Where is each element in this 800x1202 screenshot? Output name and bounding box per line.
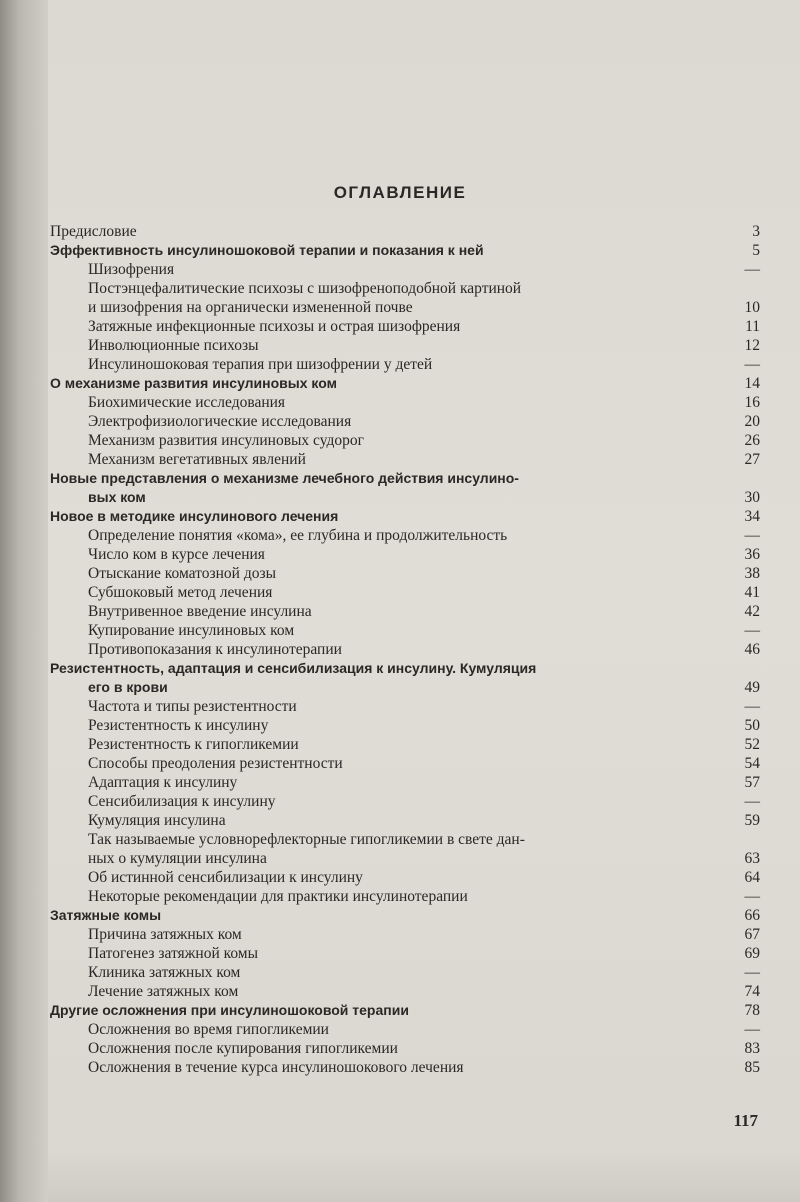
toc-page-number: 41 <box>744 584 760 601</box>
toc-chapter <box>50 222 760 241</box>
toc-subentry <box>50 792 760 811</box>
toc-subentry <box>50 279 760 317</box>
toc-page-number: 16 <box>744 394 760 411</box>
toc-subentry <box>50 1020 760 1039</box>
toc-subentry <box>50 944 760 963</box>
toc-entry-title: Определение понятия «кома», ее глубина и продолжительность <box>88 527 508 544</box>
toc-page-number: 20 <box>744 413 760 430</box>
contents-title: ОГЛАВЛЕНИЕ <box>333 183 467 202</box>
toc-entry-title: Инсулиношоковая терапия при шизофрении у детей <box>88 356 433 373</box>
toc-entry-title: Противопоказания к инсулинотерапии <box>88 641 342 658</box>
toc-subentry <box>50 963 760 982</box>
toc-page-number: 34 <box>744 508 760 525</box>
toc-page-number: 38 <box>744 565 760 582</box>
toc-subentry <box>50 773 760 792</box>
toc-subentry <box>50 868 760 887</box>
toc-entry-title: Резистентность к гипогликемии <box>88 736 299 753</box>
toc-subentry <box>50 355 760 374</box>
toc-page-number: — <box>744 793 760 810</box>
toc-page-number: 59 <box>744 812 760 829</box>
toc-page-number: 49 <box>744 679 760 696</box>
toc-page-number: 85 <box>744 1059 760 1076</box>
toc-entry-title: Кумуляция инсулина <box>88 812 226 829</box>
toc-entry-title-continued: ных о кумуляции инсулина <box>88 850 267 867</box>
toc-entry-title: Резистентность, адаптация и сенсибилизация к инсулину. Кумуляция <box>50 660 537 676</box>
toc-subentry <box>50 545 760 564</box>
toc-page-number: 63 <box>744 850 760 867</box>
toc-chapter <box>50 469 760 507</box>
toc-subentry <box>50 621 760 640</box>
toc-subentry <box>50 393 760 412</box>
toc-page-number: 67 <box>744 926 760 943</box>
toc-subentry <box>50 431 760 450</box>
table-of-contents <box>50 222 760 1077</box>
toc-chapter <box>50 906 760 925</box>
toc-page-number: 27 <box>744 451 760 468</box>
toc-subentry <box>50 583 760 602</box>
toc-page-number: 50 <box>744 717 760 734</box>
toc-entry-title: Осложнения во время гипогликемии <box>88 1021 329 1038</box>
toc-subentry <box>50 925 760 944</box>
toc-entry-title: Биохимические исследования <box>88 394 286 411</box>
toc-entry-title: Новые представления о механизме лечебного действия инсулино- <box>50 470 519 486</box>
toc-subentry <box>50 982 760 1001</box>
toc-page-number: — <box>744 698 760 715</box>
toc-entry-title: Резистентность к инсулину <box>88 717 269 734</box>
toc-subentry <box>50 526 760 545</box>
toc-entry-title: Так называемые условнорефлекторные гипогликемии в свете дан- <box>88 831 525 848</box>
toc-entry-title: Инволюционные психозы <box>88 337 259 354</box>
toc-page-number: 26 <box>744 432 760 449</box>
toc-chapter <box>50 1001 760 1020</box>
toc-entry-title: Сенсибилизация к инсулину <box>88 793 276 810</box>
toc-page-number: 54 <box>744 755 760 772</box>
toc-entry-title: Частота и типы резистентности <box>88 698 297 715</box>
toc-page-number: 78 <box>744 1002 760 1019</box>
toc-entry-title: Другие осложнения при инсулиношоковой терапии <box>50 1002 409 1018</box>
toc-page-number: 83 <box>744 1040 760 1057</box>
page-number: 117 <box>733 1111 758 1130</box>
toc-subentry <box>50 1039 760 1058</box>
toc-page-number: 66 <box>744 907 760 924</box>
toc-subentry <box>50 697 760 716</box>
toc-subentry <box>50 830 760 868</box>
toc-chapter <box>50 507 760 526</box>
toc-subentry <box>50 640 760 659</box>
toc-subentry <box>50 716 760 735</box>
toc-entry-title: Механизм вегетативных явлений <box>88 451 306 468</box>
toc-subentry <box>50 735 760 754</box>
toc-entry-title: Субшоковый метод лечения <box>88 584 273 601</box>
toc-entry-title: Способы преодоления резистентности <box>88 755 343 772</box>
toc-entry-title: Клиника затяжных ком <box>88 964 241 981</box>
toc-entry-title: Осложнения в течение курса инсулиношокового лечения <box>88 1059 464 1076</box>
toc-page-number: 36 <box>744 546 760 563</box>
toc-entry-title: О механизме развития инсулиновых ком <box>50 375 337 391</box>
toc-entry-title: Отыскание коматозной дозы <box>88 565 276 582</box>
toc-chapter <box>50 241 760 260</box>
toc-chapter <box>50 659 760 697</box>
book-gutter <box>0 0 48 1202</box>
toc-page-number: — <box>744 964 760 981</box>
toc-entry-title: Шизофрения <box>88 261 175 278</box>
toc-page-number: 12 <box>744 337 760 354</box>
toc-page-number: — <box>744 527 760 544</box>
toc-page-number: 11 <box>745 318 760 335</box>
toc-page-number: 10 <box>744 299 760 316</box>
toc-subentry <box>50 317 760 336</box>
toc-entry-title: Постэнцефалитические психозы с шизофреноподобной картиной <box>88 280 522 297</box>
toc-page-number: 3 <box>752 223 760 240</box>
toc-entry-title: Лечение затяжных ком <box>88 983 239 1000</box>
toc-entry-title: Механизм развития инсулиновых судорог <box>88 432 365 449</box>
toc-subentry <box>50 336 760 355</box>
toc-chapter <box>50 374 760 393</box>
toc-entry-title: Об истинной сенсибилизации к инсулину <box>88 869 363 886</box>
toc-entry-title: Причина затяжных ком <box>88 926 242 943</box>
toc-entry-title: Затяжные инфекционные психозы и острая шизофрения <box>88 318 461 335</box>
toc-subentry <box>50 260 760 279</box>
toc-page-number: — <box>744 622 760 639</box>
toc-page-number: 14 <box>744 375 760 392</box>
toc-subentry <box>50 811 760 830</box>
toc-entry-title-continued: и шизофрения на органически измененной почве <box>88 299 413 316</box>
toc-entry-title-continued: вых ком <box>88 489 146 505</box>
toc-page-number: 57 <box>744 774 760 791</box>
toc-page-number: 69 <box>744 945 760 962</box>
toc-page-number: 64 <box>744 869 760 886</box>
toc-page-number: 74 <box>744 983 760 1000</box>
toc-subentry <box>50 564 760 583</box>
toc-entry-title: Купирование инсулиновых ком <box>88 622 295 639</box>
toc-entry-title: Новое в методике инсулинового лечения <box>50 508 339 524</box>
toc-subentry <box>50 450 760 469</box>
toc-page-number: — <box>744 261 760 278</box>
toc-entry-title: Осложнения после купирования гипогликемии <box>88 1040 398 1057</box>
toc-entry-title: Число ком в курсе лечения <box>88 546 265 563</box>
toc-entry-title: Некоторые рекомендации для практики инсулинотерапии <box>88 888 468 905</box>
toc-entry-title: Эффективность инсулиношоковой терапии и показания к ней <box>50 242 484 258</box>
toc-page-number: 46 <box>744 641 760 658</box>
toc-entry-title: Адаптация к инсулину <box>88 774 238 791</box>
toc-page-number: 30 <box>744 489 760 506</box>
toc-entry-title: Предисловие <box>50 223 137 240</box>
toc-subentry <box>50 1058 760 1077</box>
toc-page-number: — <box>744 356 760 373</box>
toc-entry-title-continued: его в крови <box>88 679 168 695</box>
toc-subentry <box>50 754 760 773</box>
toc-page-number: — <box>744 1021 760 1038</box>
toc-page-number: 5 <box>752 242 760 259</box>
page-shadow <box>48 1150 800 1202</box>
toc-entry-title: Внутривенное введение инсулина <box>88 603 312 620</box>
toc-entry-title: Затяжные комы <box>50 907 162 923</box>
toc-entry-title: Патогенез затяжной комы <box>88 945 259 962</box>
toc-subentry <box>50 412 760 431</box>
toc-subentry <box>50 602 760 621</box>
toc-page-number: 52 <box>744 736 760 753</box>
toc-subentry <box>50 887 760 906</box>
toc-page-number: — <box>744 888 760 905</box>
toc-entry-title: Электрофизиологические исследования <box>88 413 352 430</box>
toc-page-number: 42 <box>744 603 760 620</box>
